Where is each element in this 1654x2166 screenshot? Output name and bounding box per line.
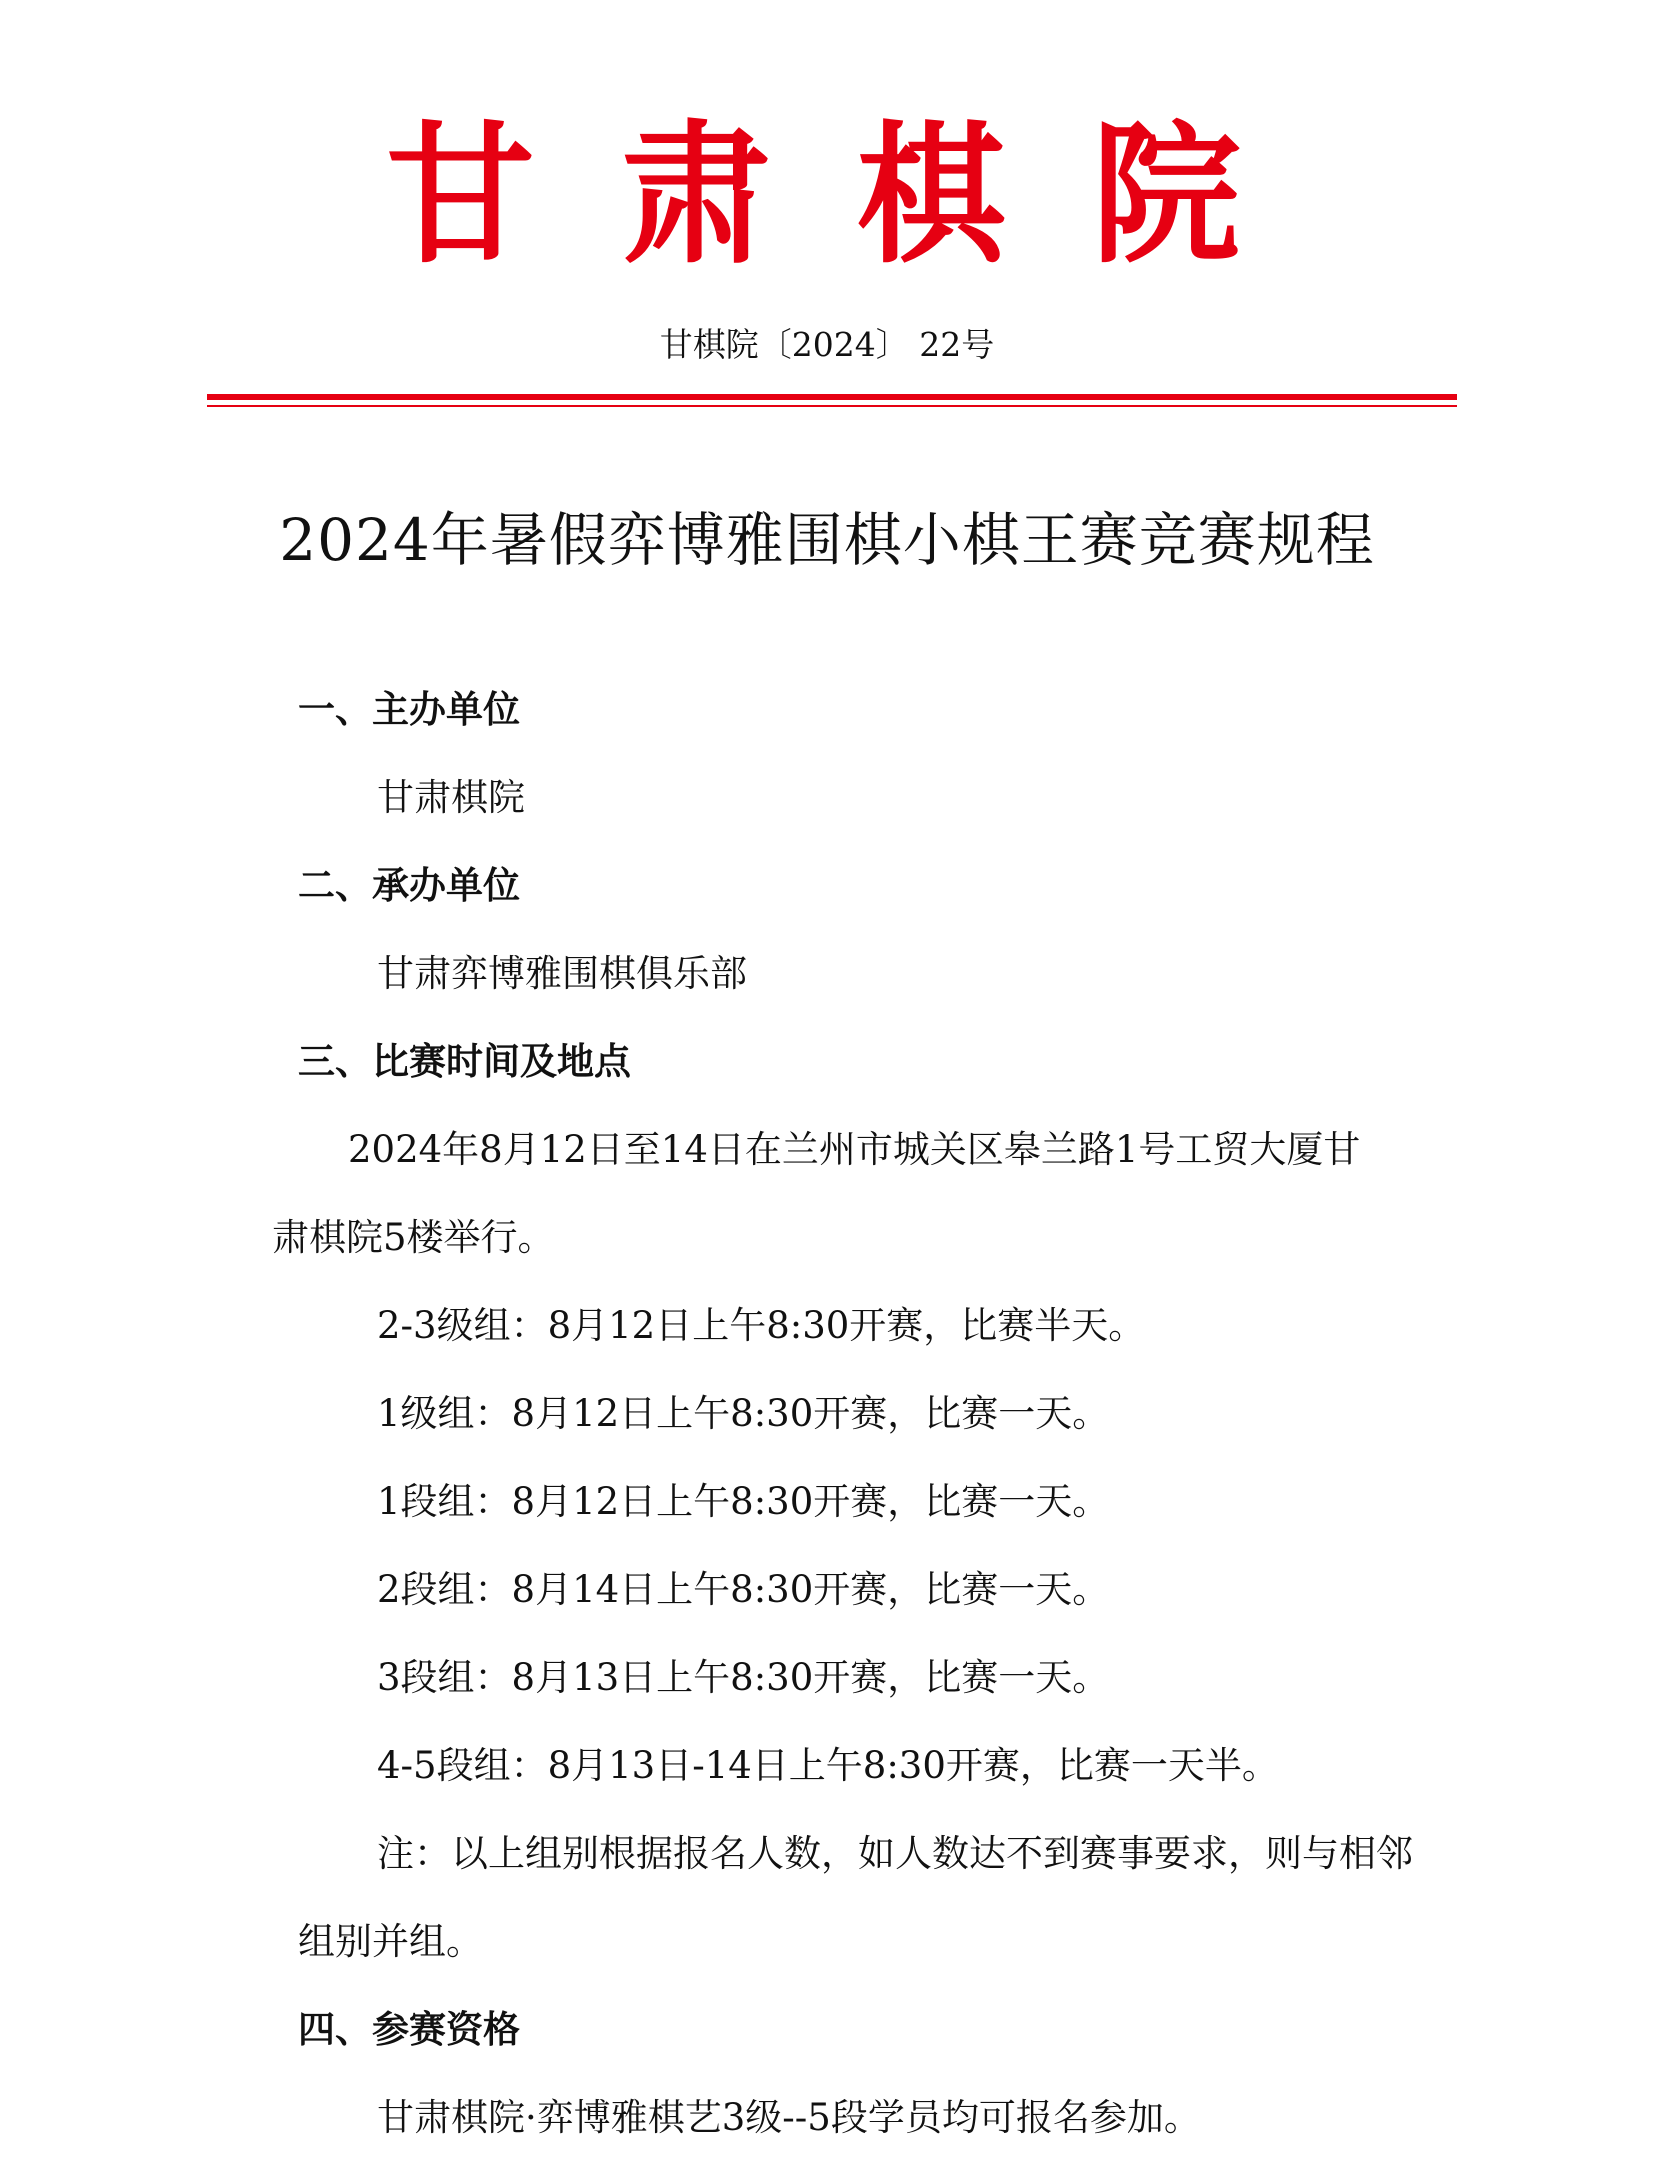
note-text-line-2: 组别并组。: [298, 1920, 483, 1963]
section-heading-host: 二、承办单位: [298, 864, 520, 907]
page-title: 2024年暑假弈博雅围棋小棋王赛竞赛规程: [279, 506, 1375, 574]
time-location-text-line-1: 2024年8月12日至14日在兰州市城关区皋兰路1号工贸大厦甘: [348, 1128, 1361, 1171]
organizer-text: 甘肃棋院: [377, 776, 525, 819]
schedule-item: 1级组：8月12日上午8:30开赛，比赛一天。: [377, 1392, 1110, 1435]
schedule-item: 2-3级组：8月12日上午8:30开赛，比赛半天。: [377, 1304, 1146, 1347]
schedule-item: 4-5段组：8月13日-14日上午8:30开赛，比赛一天半。: [377, 1744, 1279, 1787]
note-text-line-1: 注：以上组别根据报名人数，如人数达不到赛事要求，则与相邻: [377, 1832, 1413, 1875]
masthead-rule-thin: [207, 405, 1457, 407]
time-location-text-line-2: 肃棋院5楼举行。: [272, 1216, 555, 1259]
org-name-masthead: 甘肃棋院: [386, 105, 1327, 284]
eligibility-text: 甘肃棋院·弈博雅棋艺3级--5段学员均可报名参加。: [377, 2096, 1201, 2139]
schedule-item: 1段组：8月12日上午8:30开赛，比赛一天。: [377, 1480, 1110, 1523]
section-heading-organizer: 一、主办单位: [298, 688, 520, 731]
host-text: 甘肃弈博雅围棋俱乐部: [377, 952, 747, 995]
document-number: 甘棋院〔2024〕 22号: [659, 325, 995, 364]
section-heading-eligibility: 四、参赛资格: [298, 2008, 520, 2051]
section-heading-time-location: 三、比赛时间及地点: [298, 1040, 631, 1083]
masthead-rule-thick: [207, 394, 1457, 400]
schedule-item: 3段组：8月13日上午8:30开赛，比赛一天。: [377, 1656, 1110, 1699]
schedule-item: 2段组：8月14日上午8:30开赛，比赛一天。: [377, 1568, 1110, 1611]
